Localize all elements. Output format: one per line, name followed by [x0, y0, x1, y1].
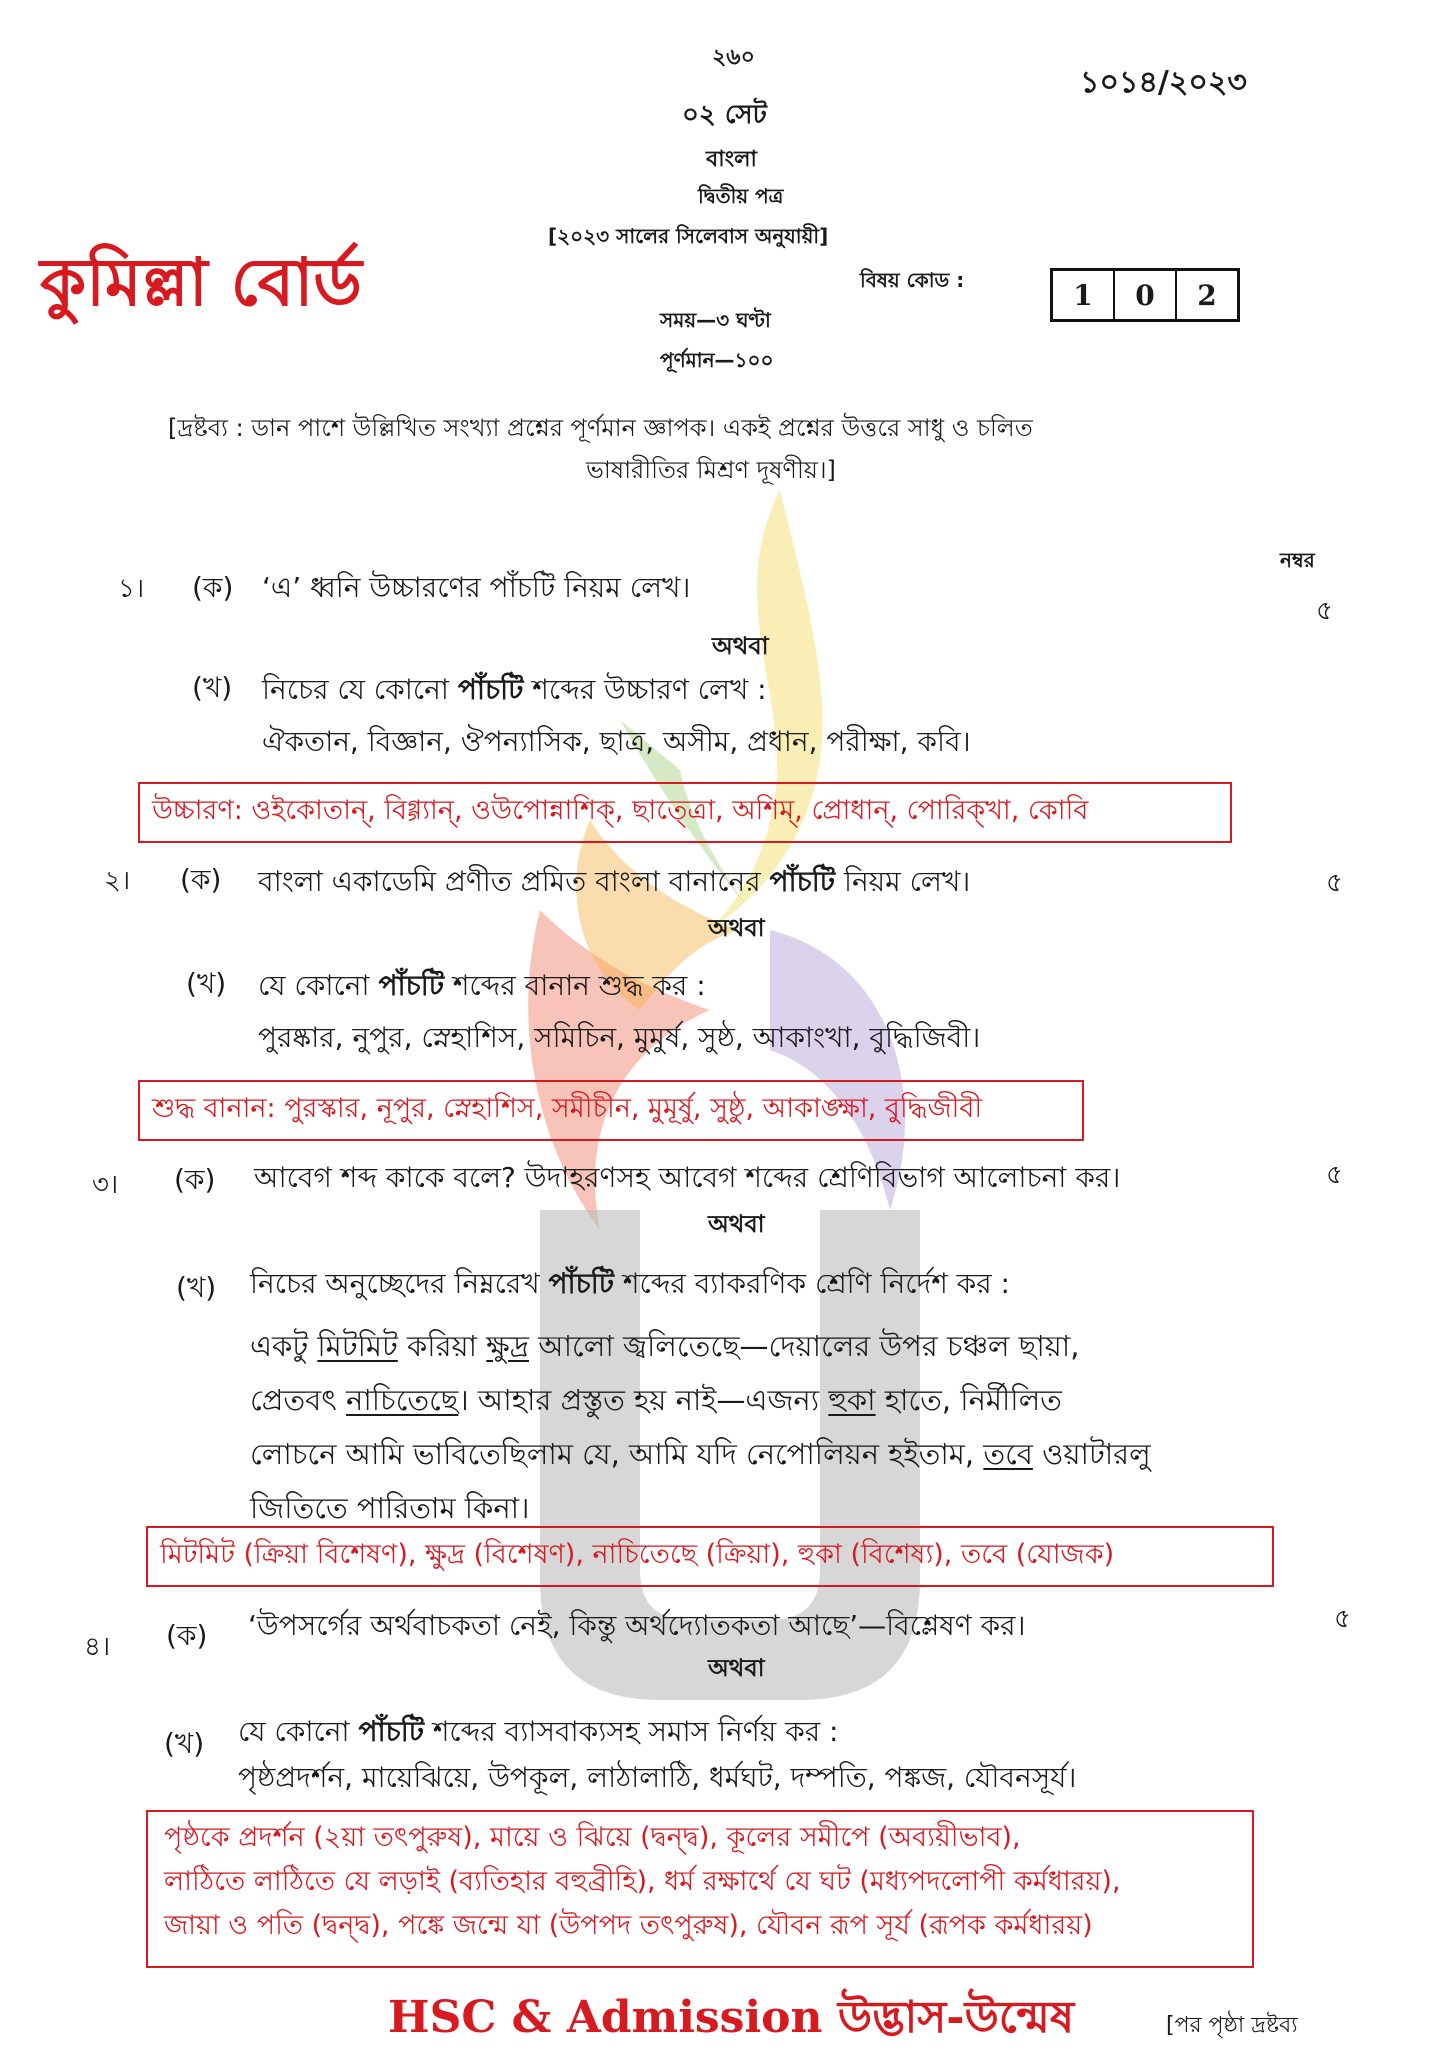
next-page-note: [পর পৃষ্ঠা দ্রষ্টব্য — [1166, 2013, 1298, 2038]
q2-b-text-bold: পাঁচটি — [378, 969, 444, 1002]
q4-b-words: পৃষ্ঠপ্রদর্শন, মায়েঝিয়ে, উপকূল, লাঠালাঠি, ধর্মঘট, দম্পতি, পঙ্কজ, যৌবনসূর্য। — [238, 1761, 1077, 1794]
q1-answer-box: উচ্চারণ: ওইকোতান্, বিগ্গ্যান্, ওউপোন্নাশিক্, ছাত্ত্রো, অশিম্, প্রোধান্, পোরিক্খা, কোবি — [138, 782, 1232, 843]
instruction-line-1: [দ্রষ্টব্য : ডান পাশে উল্লিখিত সংখ্যা প্রশ্নের পূর্ণমান জ্ঞাপক। একই প্রশ্নের উত্তরে সাধু ও চলিত — [168, 414, 1033, 442]
q2-a-text — [258, 860, 970, 907]
q4-a-text: ‘উপসর্গের অর্থবাচকতা নেই, কিন্তু অর্থদ্যোতকতা আছে’—বিশ্লেষণ কর। — [248, 1609, 1026, 1642]
q3-p1-underlined-2: ক্ষুদ্র — [486, 1329, 530, 1363]
subject-code-box — [1050, 268, 1240, 322]
q1-b-label: (খ) — [192, 671, 233, 704]
q2-b-label: (খ) — [186, 967, 227, 1000]
q2-a-text-bold: পাঁচটি — [769, 865, 836, 898]
q4-b-text-post: শব্দের ব্যাসবাক্যসহ সমাস নির্ণয় কর : — [423, 1715, 839, 1748]
q2-marks: ৫ — [1326, 868, 1343, 898]
q4-marks: ৫ — [1334, 1604, 1351, 1634]
q1-b-text-pre: নিচের যে কোনো — [262, 673, 458, 706]
q4-b-text — [238, 1710, 838, 1757]
full-marks: পূর্ণমান—১০০ — [660, 348, 774, 372]
q4-answer-line-3: জায়া ও পতি (দ্বন্দ্ব), পঙ্কে জন্মে যা (উপপদ তৎপুরুষ), যৌবন রূপ সূর্য (রূপক কর্মধারয়) — [164, 1910, 1093, 1941]
marks-column-header: নম্বর — [1280, 548, 1315, 572]
q3-marks: ৫ — [1326, 1160, 1343, 1190]
q1-b-text — [262, 668, 767, 715]
syllabus-note: [২০২৩ সালের সিলেবাস অনুযায়ী] — [548, 224, 829, 248]
q1-b-words: ঐকতান, বিজ্ঞান, ঔপন্যাসিক, ছাত্র, অসীম, প্রধান, পরীক্ষা, কবি। — [262, 725, 971, 758]
q3-p1-underlined-1: মিটমিট — [317, 1329, 398, 1363]
exam-time: সময়—৩ ঘণ্টা — [660, 308, 771, 332]
q3-b-label: (খ) — [176, 1271, 217, 1304]
q1-b-text-post: শব্দের উচ্চারণ লেখ : — [523, 673, 767, 706]
q4-b-text-bold: পাঁচটি — [358, 1715, 424, 1748]
q3-p3-a: লোচনে আমি ভাবিতেছিলাম যে, আমি যদি নেপোলিয়ন হইতাম, — [250, 1437, 984, 1471]
question-serial: ২৬০ — [712, 45, 755, 70]
q3-p2-underlined-2: হুকা — [828, 1383, 876, 1417]
q1-marks: ৫ — [1316, 596, 1333, 626]
q3-number: ৩। — [92, 1170, 119, 1200]
q3-p3-b: ওয়াটারলু — [1032, 1437, 1151, 1471]
q4-number: ৪। — [84, 1632, 111, 1662]
q3-b-text-post: শব্দের ব্যাকরণিক শ্রেণি নির্দেশ কর : — [614, 1267, 1010, 1300]
q3-paragraph-line-1 — [250, 1324, 1079, 1373]
q2-b-words: পুরষ্কার, নুপুর, স্নেহাশিস, সমিচিন, মুমুর্ষ, সুষ্ঠ, আকাংখা, বুদ্ধিজিবী। — [258, 1021, 981, 1054]
document-reference: ১০১৪/২০২৩ — [1080, 65, 1247, 100]
subject-code-digit: 0 — [1115, 271, 1177, 319]
q4-answer-line-2: লাঠিতে লাঠিতে যে লড়াই (ব্যতিহার বহুব্রীহি), ধর্ম রক্ষার্থে যে ঘট (মধ্যপদলোপী কর্মধারয়), — [164, 1866, 1121, 1897]
q1-a-label: (ক) — [192, 571, 234, 604]
q2-a-text-post: নিয়ম লেখ। — [835, 865, 971, 898]
q3-paragraph-line-2 — [250, 1378, 1062, 1427]
q3-or-label: অথবা — [708, 1210, 765, 1238]
q3-b-text — [250, 1262, 1010, 1309]
q3-p2-b: । আহার প্রস্তুত হয় নাই—এজন্য — [458, 1383, 829, 1417]
q2-b-text-post: শব্দের বানান শুদ্ধ কর : — [443, 969, 706, 1002]
q3-p3-underlined-1: তবে — [983, 1437, 1033, 1471]
q2-b-text-pre: যে কোনো — [258, 969, 379, 1002]
subject-title: বাংলা — [706, 147, 757, 172]
q4-a-label: (ক) — [166, 1619, 208, 1652]
q3-a-label: (ক) — [174, 1163, 216, 1196]
q2-or-label: অথবা — [708, 914, 765, 942]
q1-or-label: অথবা — [712, 632, 769, 660]
q4-b-text-pre: যে কোনো — [238, 1715, 359, 1748]
q3-p1-c: আলো জ্বলিতেছে—দেয়ালের উপর চঞ্চল ছায়া, — [529, 1329, 1080, 1363]
subject-code-digit: 1 — [1053, 271, 1115, 319]
instruction-line-2: ভাষারীতির মিশ্রণ দূষণীয়।] — [586, 456, 836, 484]
set-label: ০২ সেট — [682, 100, 767, 130]
q3-p2-underlined-1: নাচিতেছে — [346, 1383, 459, 1417]
q3-b-text-bold: পাঁচটি — [548, 1267, 615, 1300]
q2-a-label: (ক) — [180, 863, 222, 896]
q3-b-text-pre: নিচের অনুচ্ছেদের নিম্নরেখ — [250, 1267, 549, 1300]
footer-brand: HSC & Admission উদ্ভাস-উন্মেষ — [388, 1992, 1075, 2043]
q4-b-label: (খ) — [164, 1727, 205, 1760]
q3-p2-c: হাতে, নির্মীলিত — [875, 1383, 1062, 1417]
q1-b-text-bold: পাঁচটি — [457, 673, 524, 706]
q4-answer-line-1: পৃষ্ঠকে প্রদর্শন (২য়া তৎপুরুষ), মায়ে ও ঝিয়ে (দ্বন্দ্ব), কূলের সমীপে (অব্যয়ীভাব), — [164, 1822, 1021, 1853]
q4-or-label: অথবা — [708, 1654, 765, 1682]
q2-answer-box: শুদ্ধ বানান: পুরস্কার, নূপুর, স্নেহাশিস, সমীচীন, মুমূর্ষু, সুষ্ঠু, আকাঙ্ক্ষা, বুদ্ধিজীবী — [138, 1080, 1084, 1141]
q3-p1-a: একটু — [250, 1329, 318, 1363]
subject-code-label: বিষয় কোড : — [860, 268, 965, 292]
q3-paragraph-line-4: জিতিতে পারিতাম কিনা। — [250, 1491, 530, 1525]
q1-a-text: ‘এ’ ধ্বনি উচ্চারণের পাঁচটি নিয়ম লেখ। — [262, 571, 691, 604]
subject-code-digit: 2 — [1197, 278, 1217, 312]
q4-answer-box — [146, 1810, 1254, 1968]
q3-a-text: আবেগ শব্দ কাকে বলে? উদাহরণসহ আবেগ শব্দের শ্রেণিবিভাগ আলোচনা কর। — [254, 1161, 1121, 1194]
q3-p2-a: প্রেতবৎ — [250, 1383, 347, 1417]
q2-number: ২। — [104, 866, 131, 896]
q3-p1-b: করিয়া — [397, 1329, 487, 1363]
q3-paragraph-line-3 — [250, 1432, 1151, 1481]
board-name: কুমিল্লা বোর্ড — [40, 244, 362, 321]
q3-answer-box: মিটমিট (ক্রিয়া বিশেষণ), ক্ষুদ্র (বিশেষণ), নাচিতেছে (ক্রিয়া), হুকা (বিশেষ্য), তবে (যোজক) — [146, 1526, 1274, 1587]
paper-title: দ্বিতীয় পত্র — [698, 184, 784, 208]
q1-number: ১। — [118, 574, 145, 604]
q2-b-text — [258, 964, 706, 1011]
q2-a-text-pre: বাংলা একাডেমি প্রণীত প্রমিত বাংলা বানানের — [258, 865, 770, 898]
